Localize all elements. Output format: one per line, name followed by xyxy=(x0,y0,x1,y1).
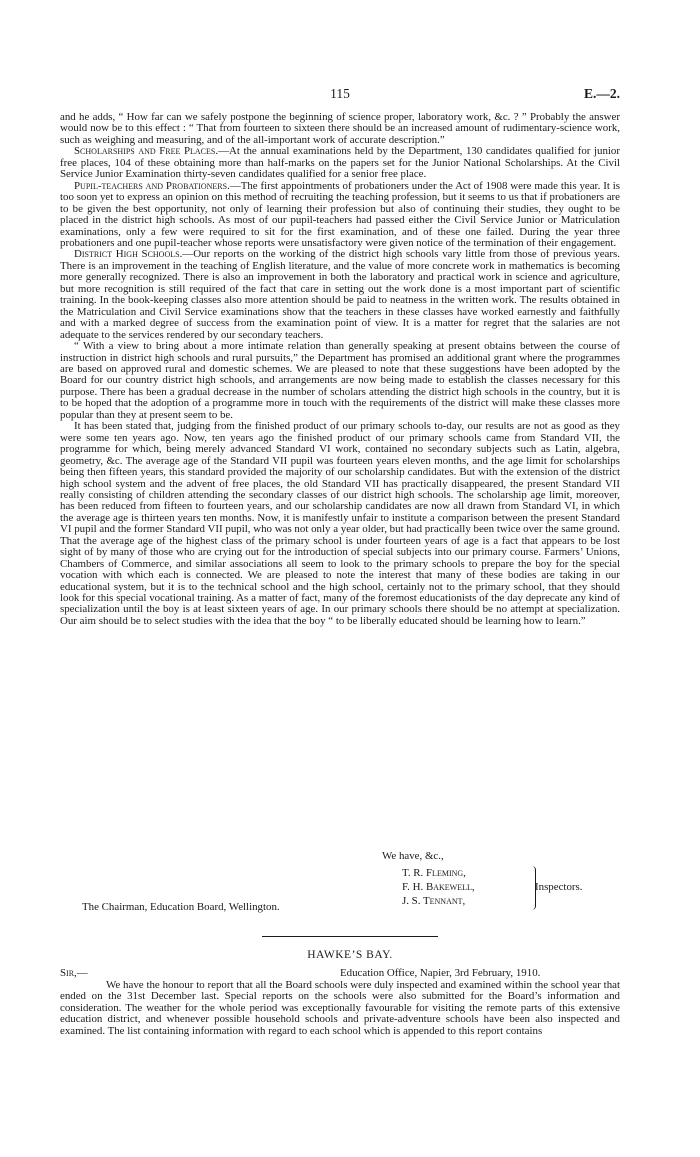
text-pupil-teachers: —The first appointments of probationers under the Act of 1908 were made this year. It is too soon yet to express an opinion on this method of recruiting the teaching profession, but it seems to us that if probationers are to be given the best opportunity, not only of learning their profession but also of continuing their studies, they ought to be placed in the district high schools. As most of our pupil-teachers had passed either the Civil Service Junior or Matriculation examinations, only a few were required to sit for the first examination, and of these one failed. During the year three probationers and one pupil-teacher whose reports were unsatisfactory were given notice of the termination of their engagement. xyxy=(60,179,620,249)
signature-block xyxy=(60,850,620,916)
valediction: We have, &c., xyxy=(382,850,444,862)
heading-scholarships: Scholarships and Free Places. xyxy=(74,145,219,158)
signatory-tennant: J. S. Tennant, xyxy=(402,895,466,907)
paragraph-pupil-teachers xyxy=(60,181,620,250)
page-header xyxy=(60,86,620,104)
signatory-fleming: T. R. Fleming, xyxy=(402,867,466,879)
paragraph-scholarships xyxy=(60,146,620,180)
dateline: Education Office, Napier, 3rd February, 1910. xyxy=(340,967,541,979)
text-district-high-schools: —Our reports on the working of the district high schools vary little from those of previous years. There is an improvement in the teaching of English literature, and the value of more concrete work in mathematics is becoming more generally recognized. There is also an improvement in both the laboratory and practical work in science and agriculture, but more recognition is still required of the fact that care in setting out the work done is a most important part of scientific training. In the book-keeping classes also more attention should be paid to neatness in the written work. The results obtained in the Matriculation and Civil Service examinations show that the teachers in these classes have worked earnestly and faithfully and with a marked degree of success from the examination point of view. It is a matter for regret that the salaries are not adequate to the services rendered by our secondary teachers. xyxy=(60,248,620,341)
salutation: Sir,— xyxy=(60,967,88,979)
letter-header xyxy=(60,968,620,980)
document-code: E.—2. xyxy=(583,86,620,101)
report-body xyxy=(60,112,620,627)
signatory-role: Inspectors. xyxy=(535,881,583,893)
heading-pupil-teachers: Pupil-teachers and Probationers. xyxy=(74,179,230,192)
paragraph-science: and he adds, “ How far can we safely postpone the beginning of science proper, laboratory work, &c. ? ” Probably the answer would now be to this effect : “ That from fourteen to sixteen there should be an increased amount of rudimentary-science work, such as weighing and measuring, and of the all-important work of accurate description.” xyxy=(60,111,620,146)
paragraph-rural-pursuits: “ With a view to bring about a more intimate relation than generally speaking at present obtains between the course of instruction in district high schools and rural pursuits,” the Department has promised an additional grant where the programmes are based on approved rural and domestic schemes. We are pleased to note that these suggestions have been adopted by the Board for our country district high schools, and arrangements are now being made to establish the classes necessary for this purpose. There has been a gradual decrease in the number of scholars attending the district high schools in the country, but it is to be hoped that the adoption of a programme more in touch with the requirements of the district will make these classes more popular than they at present seem to be. xyxy=(60,340,620,421)
hawkes-bay-letter xyxy=(60,968,620,1037)
paragraph-primary-schools: It has been stated that, judging from the finished product of our primary schools to-day, our results are not as good as they were some ten years ago. Now, ten years ago the finished product of our primary schools came from Standard VII, the programme for which, being merely advanced Standard VI work, contained no secondary subjects such as Latin, algebra, geometry, &c. The average age of the Standard VII pupil was fourteen years eleven months, and the age limit for scholarships being then fifteen years, this standard provided the majority of our scholarship candidates. But with the extension of the district high school system and the advent of free places, the old Standard VII has practically disappeared, the present Standard VII really consisting of children attending the secondary classes of our district high schools. The scholarship age limit, moreover, has been reduced from fifteen to fourteen years, and our scholarship candidates are now all drawn from Standard VI, in which the average age is thirteen years ten months. Now, it is manifestly unfair to institute a comparison between the present Standard VI pupil and the former Standard VII pupil, who was not only a year older, but had practically been twice over the same ground. That the average age of the highest class of the primary school is under fourteen years of age is a fact that appears to be lost sight of by many of those who are crying out for the introduction of special subjects into our primary course. Farmers’ Unions, Chambers of Commerce, and similar associations all seem to look to the primary schools to prepare the boy for the special vocation with which each is connected. We are pleased to note the interest that many of these bodies are taking in our educational system, but it is to the technical school and the high school, certainly not to the primary school, that they should look for this special vocational training. As a matter of fact, many of the foremost educationists of the day deprecate any kind of specialization until the boy is at least sixteen years of age. In our primary schools there should be no attempt at specialization. Our aim should be to select studies with the idea that the boy “ to be liberally educated should be learning how to learn.” xyxy=(60,420,620,627)
section-title: HAWKE’S BAY. xyxy=(307,949,393,961)
page-number: 115 xyxy=(330,86,350,101)
section-divider xyxy=(262,936,438,937)
text-scholarships: —At the annual examinations held by the Department, 130 candidates qualified for junior free places, 104 of these obtaining more than half-marks on the papers set for the Junior National Scholarships. At the Civil Service Junior Examination thirty-seven candidates qualified for a senior free place. xyxy=(60,145,620,181)
addressee: The Chairman, Education Board, Wellington. xyxy=(82,901,280,913)
letter-body: We have the honour to report that all the Board schools were duly inspected and examined within the school year that ended on the 31st December last. Special reports on the schools were also submitted for the Board’s information and consideration. The weather for the whole period was exceptionally favourable for visiting the remote parts of this extensive education district, and whenever possible household schools and private-adventure schools have been also inspected and examined. The list containing information with regard to each school which is appended to this report contains xyxy=(60,979,620,1037)
paragraph-district-high-schools xyxy=(60,249,620,341)
heading-district-high-schools: District High Schools. xyxy=(74,248,183,261)
signatory-bakewell: F. H. Bakewell, xyxy=(402,881,475,893)
